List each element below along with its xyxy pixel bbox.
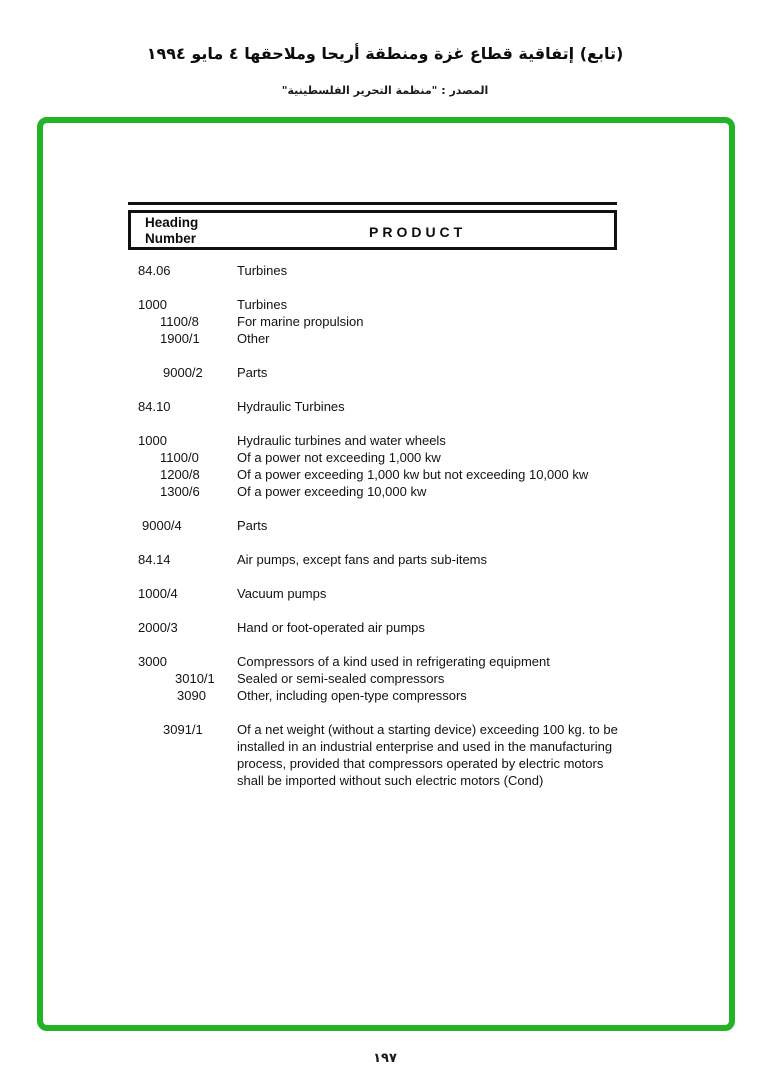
row-heading-number: 1100/0 [160,450,199,465]
row-heading-number: 1000/4 [138,586,178,601]
page-title-arabic: (تابع) إتفاقية قطاع غزة ومنطقة أريحا وملاحقها ٤ مايو ١٩٩٤ [146,44,624,63]
row-heading-number: 1000 [138,297,167,312]
table-row [138,585,618,602]
row-product-text: Of a net weight (without a starting device) exceeding 100 kg. to be installed in an industrial enterprise and used in the manufacturing process, provided that compressors operated by electric motors shall be imported without such electric motors (Cond) [237,722,618,788]
row-product-text: Turbines [237,263,288,278]
row-heading-number: 3000 [138,654,167,669]
row-product-text: For marine propulsion [237,314,364,329]
row-product-text: Parts [237,365,268,380]
row-heading-number: 3010/1 [175,671,215,686]
row-heading-number: 1000 [138,433,167,448]
product-column-label: PRODUCT [369,224,467,240]
tariff-table-body [138,262,618,789]
table-row [138,296,618,313]
row-product-text: Of a power exceeding 1,000 kw but not exceeding 10,000 kw [237,467,589,482]
page-number: ١٩٧ [373,1051,397,1066]
table-row [138,432,618,449]
table-row [138,483,618,500]
row-heading-number: 1100/8 [160,314,199,329]
source-line-arabic: المصدر : "منظمة التحرير الفلسطينية" [281,84,489,97]
row-heading-number: 1900/1 [160,331,200,346]
table-row [138,517,618,534]
table-row [138,687,618,704]
table-row [138,262,618,279]
table-row [138,330,618,347]
table-row [138,721,618,789]
row-product-text: Vacuum pumps [237,586,327,601]
row-product-text: Other, including open-type compressors [237,688,467,703]
heading-number-line2: Number [145,231,197,246]
table-top-rule [128,202,617,205]
table-row [138,653,618,670]
row-product-text: Hydraulic turbines and water wheels [237,433,446,448]
table-row [138,449,618,466]
row-heading-number: 3090 [177,688,206,703]
table-row [138,466,618,483]
row-product-text: Of a power not exceeding 1,000 kw [237,450,441,465]
table-row [138,398,618,415]
row-product-text: Parts [237,518,268,533]
row-product-text: Sealed or semi-sealed compressors [237,671,445,686]
heading-number-label [145,215,198,247]
row-product-text: Turbines [237,297,288,312]
table-row [138,619,618,636]
row-product-text: Hydraulic Turbines [237,399,345,414]
row-product-text: Of a power exceeding 10,000 kw [237,484,427,499]
row-heading-number: 9000/2 [163,365,203,380]
row-heading-number: 84.06 [138,263,171,278]
table-row [138,313,618,330]
row-product-text: Hand or foot-operated air pumps [237,620,425,635]
row-heading-number: 1200/8 [160,467,200,482]
row-heading-number: 84.10 [138,399,171,414]
row-heading-number: 3091/1 [163,722,203,737]
row-heading-number: 1300/6 [160,484,200,499]
table-row [138,364,618,381]
row-product-text: Compressors of a kind used in refrigerating equipment [237,654,550,669]
row-heading-number: 2000/3 [138,620,178,635]
table-header-box [128,210,617,250]
row-heading-number: 84.14 [138,552,171,567]
table-row [138,670,618,687]
row-heading-number: 9000/4 [142,518,182,533]
row-product-text: Other [237,331,270,346]
row-product-text: Air pumps, except fans and parts sub-items [237,552,488,567]
heading-number-line1: Heading [145,215,199,230]
table-row [138,551,618,568]
